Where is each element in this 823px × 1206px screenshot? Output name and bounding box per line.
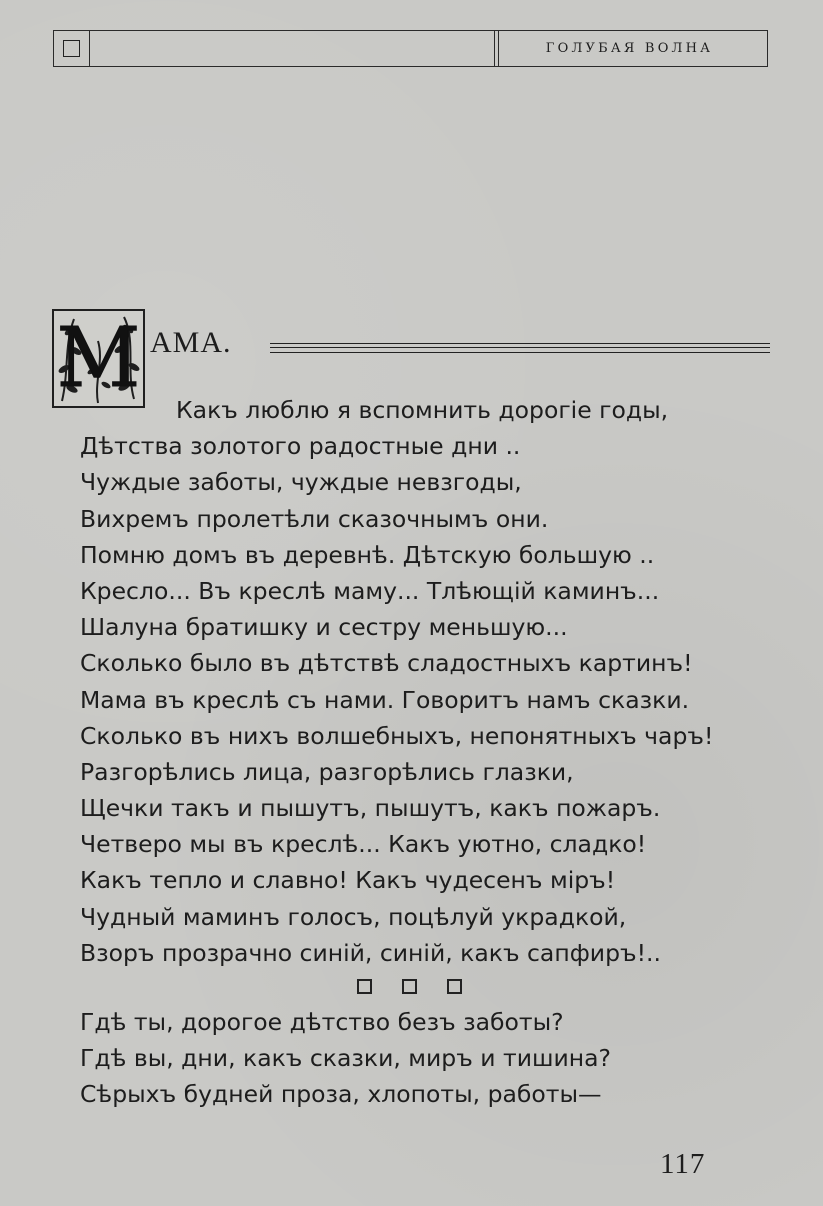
poem-line: Вихремъ пролетѣли сказочнымъ они. [80, 504, 549, 533]
three-squares-ornament-icon [357, 979, 467, 997]
poem-line: Мама въ креслѣ съ нами. Говоритъ намъ сказки. [80, 685, 690, 714]
poem-line: Кресло... Въ креслѣ маму... Тлѣющiй каминъ... [80, 576, 660, 605]
poem-line: Чудный маминъ голосъ, поцѣлуй украдкой, [80, 902, 627, 931]
square-ornament-icon [447, 979, 462, 994]
page-number: 117 [660, 1148, 706, 1180]
poem-line: Сколько въ нихъ волшебныхъ, непонятныхъ чаръ! [80, 721, 714, 750]
poem-line: Какъ тепло и славно! Какъ чудесенъ мiръ! [80, 866, 616, 895]
square-ornament-icon [402, 979, 417, 994]
square-ornament-icon [63, 40, 80, 57]
poem-line: Какъ люблю я вспомнить дорогiе годы, [176, 396, 669, 424]
running-header [53, 30, 768, 67]
header-divider-right [494, 31, 499, 66]
title-rule [270, 343, 770, 353]
header-divider-left [89, 31, 90, 66]
initial-letter: М [56, 311, 141, 406]
poem-stanza-2 [80, 1004, 780, 1113]
poem-line: Сѣрыхъ будней проза, хлопоты, работы— [80, 1080, 602, 1109]
poem-line: Взоръ прозрачно синiй, синiй, какъ сапфиръ!.. [80, 938, 661, 967]
poem-title: АМА. [150, 326, 232, 359]
poem-line: Сколько было въ дѣтствѣ сладостныхъ картинъ! [80, 649, 693, 678]
poem-line: Помню домъ въ деревнѣ. Дѣтскую большую .. [80, 540, 655, 569]
running-title: ГОЛУБАЯ ВОЛНА [545, 41, 714, 56]
poem-line: Чуждые заботы, чуждые невзгоды, [80, 468, 522, 497]
poem-line: Четверо мы въ креслѣ... Какъ уютно, сладко! [80, 830, 647, 859]
poem-line: Шалуна братишку и сестру меньшую... [80, 613, 568, 642]
poem-line: Щечки такъ и пышутъ, пышутъ, какъ пожаръ. [80, 794, 661, 823]
poem-line: Дѣтства золотого радостные дни .. [80, 432, 521, 461]
square-ornament-icon [357, 979, 372, 994]
poem-line: Гдѣ ты, дорогое дѣтство безъ заботы? [80, 1008, 564, 1036]
poem-stanza-1 [80, 392, 780, 971]
poem-line: Гдѣ вы, дни, какъ сказки, миръ и тишина? [80, 1044, 611, 1073]
poem-line: Разгорѣлись лица, разгорѣлись глазки, [80, 757, 574, 786]
